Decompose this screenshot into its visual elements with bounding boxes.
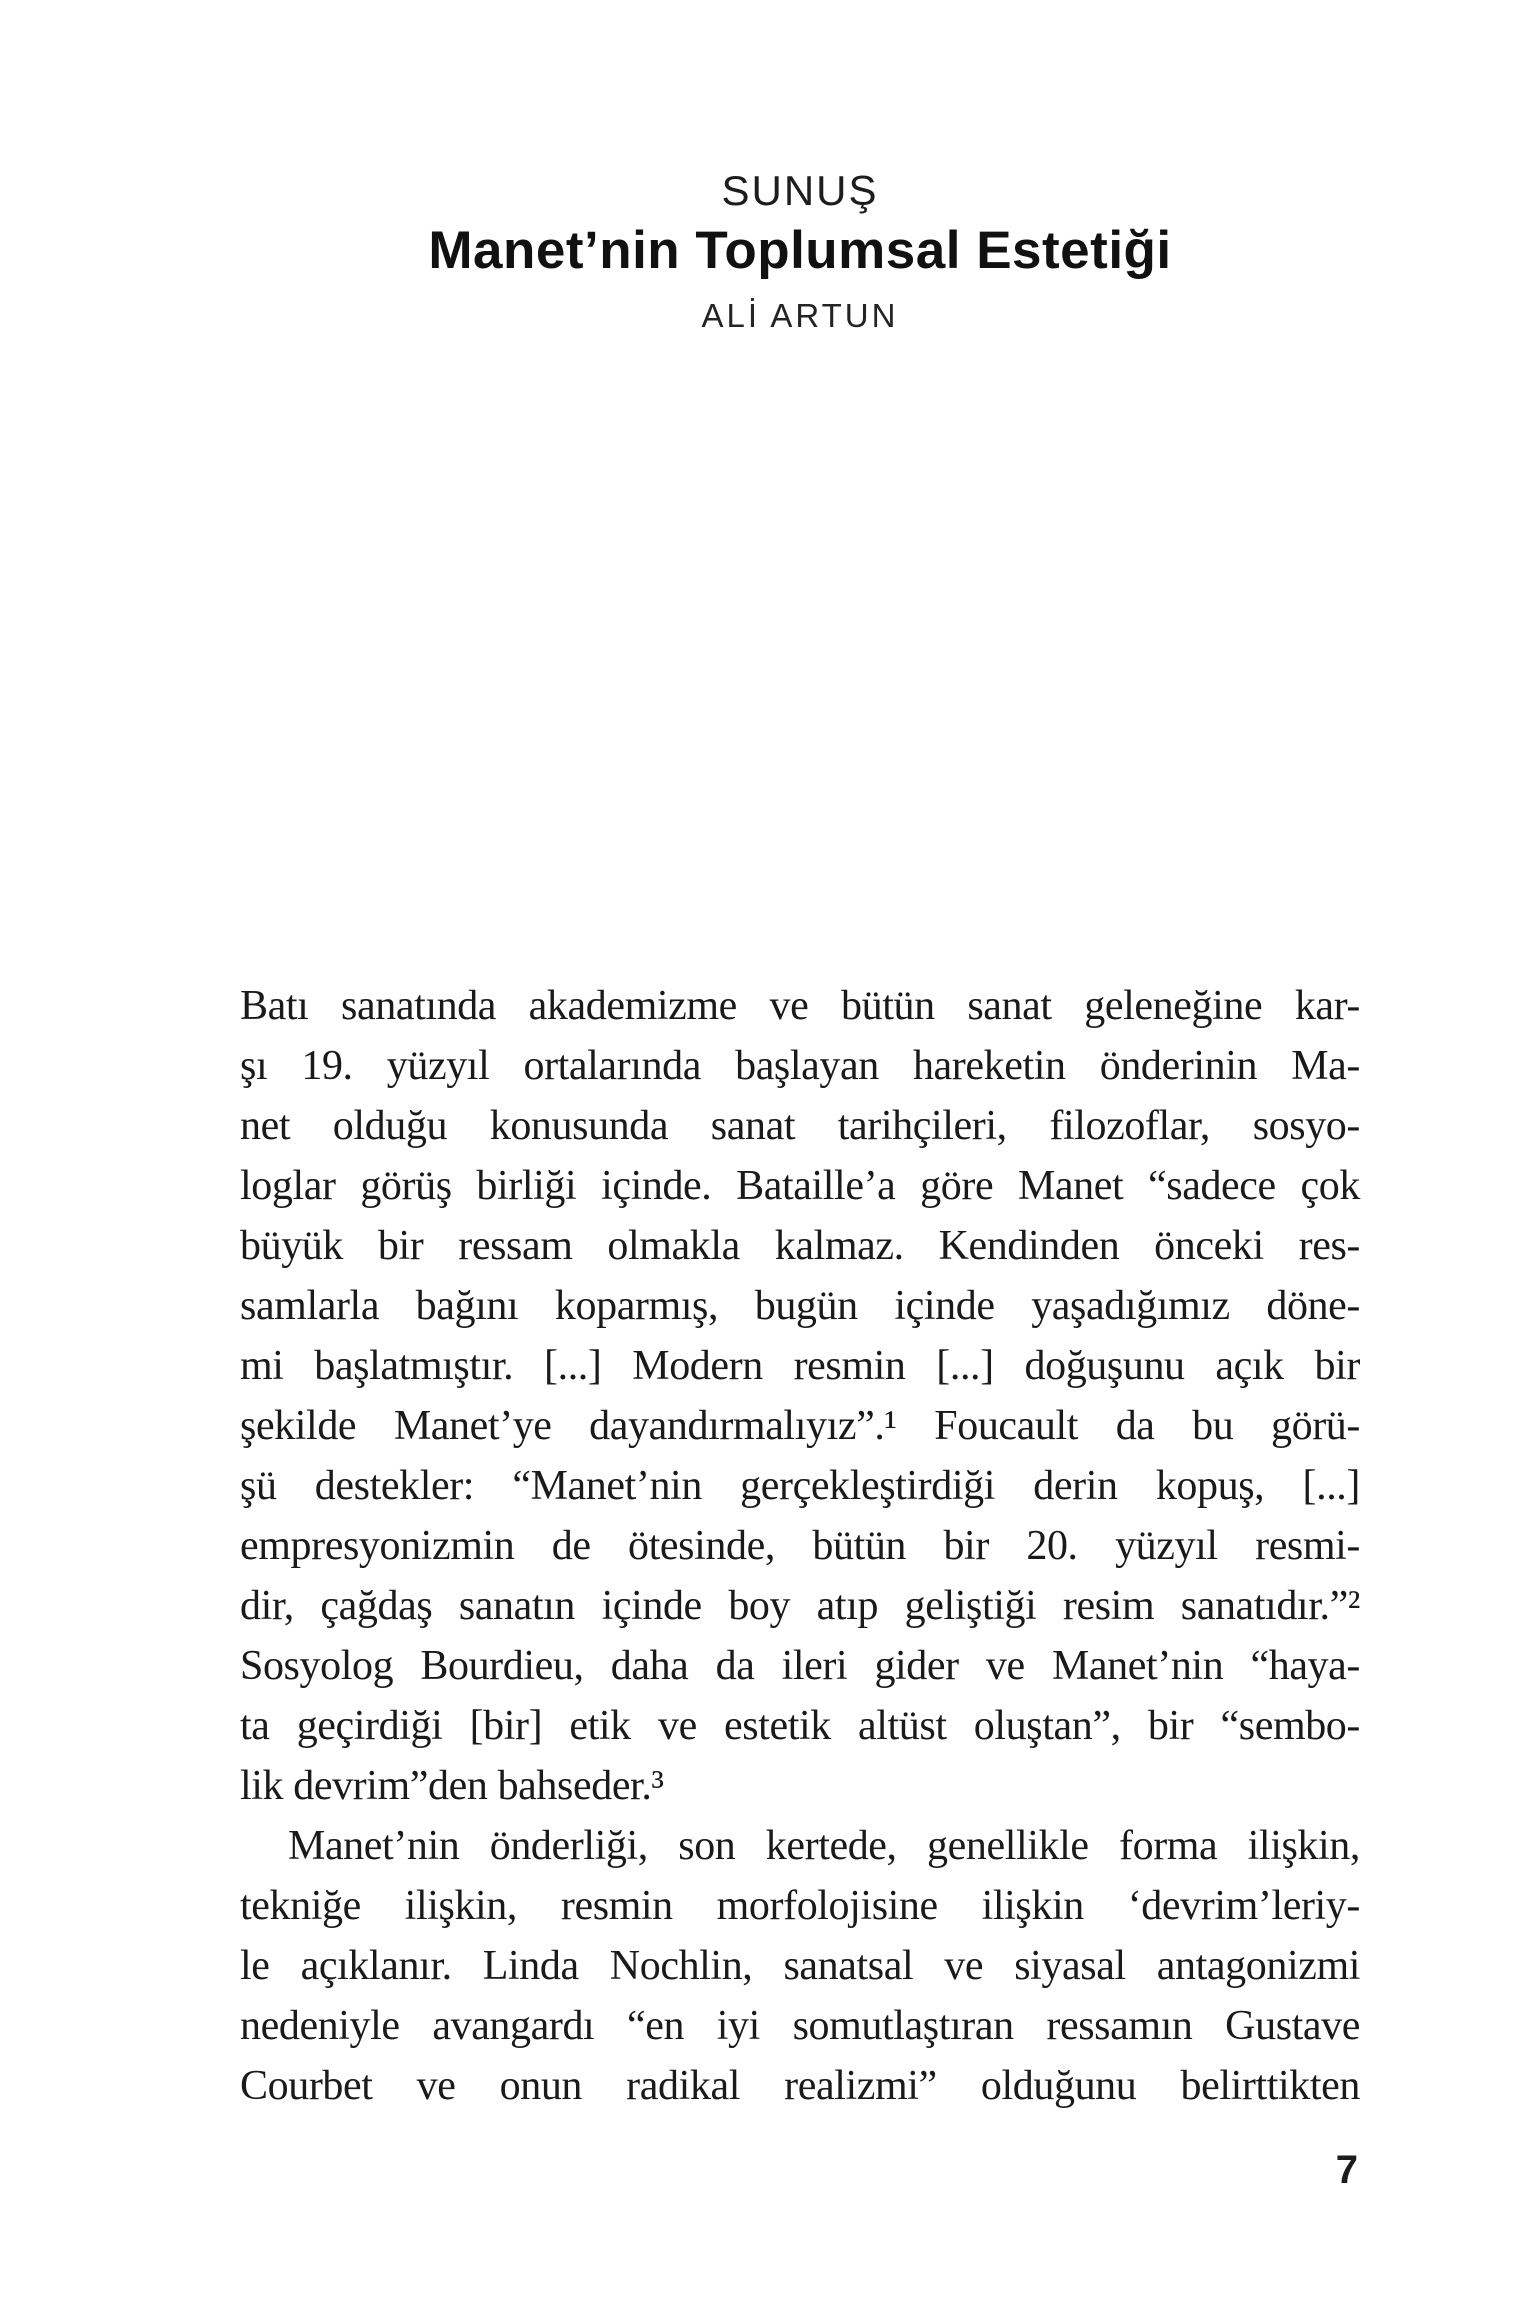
chapter-header: [240, 168, 1360, 335]
text-line: şı 19. yüzyıl ortalarında başlayan hareketin önderinin Ma-: [240, 1043, 1360, 1089]
text-line: lik devrim”den bahseder.³: [240, 1763, 664, 1809]
text-line: büyük bir ressam olmakla kalmaz. Kendinden önceki res-: [240, 1223, 1360, 1269]
text-line: şü destekler: “Manet’nin gerçekleştirdiği derin kopuş, [...]: [240, 1463, 1360, 1509]
text-line: Manet’nin önderliği, son kertede, genellikle forma ilişkin,: [288, 1823, 1360, 1869]
text-line: mi başlatmıştır. [...] Modern resmin [...] doğuşunu açık bir: [240, 1343, 1360, 1389]
text-line: ta geçirdiği [bir] etik ve estetik altüst oluştan”, bir “sembo-: [240, 1703, 1360, 1749]
page-number: 7: [1335, 2148, 1358, 2192]
text-line: Courbet ve onun radikal realizmi” olduğunu belirttikten: [240, 2063, 1360, 2109]
text-line: loglar görüş birliği içinde. Bataille’a göre Manet “sadece çok: [240, 1163, 1360, 1209]
text-line: dir, çağdaş sanatın içinde boy atıp geliştiği resim sanatıdır.”²: [240, 1583, 1360, 1629]
text-line: Batı sanatında akademizme ve bütün sanat geleneğine kar-: [240, 983, 1360, 1029]
chapter-title: Manet’nin Toplumsal Estetiği: [428, 221, 1172, 281]
text-line: le açıklanır. Linda Nochlin, sanatsal ve siyasal antagonizmi: [240, 1943, 1360, 1989]
text-line: samlarla bağını koparmış, bugün içinde yaşadığımız döne-: [240, 1283, 1360, 1329]
body-text-block: [240, 976, 1360, 2116]
text-line: tekniğe ilişkin, resmin morfolojisine ilişkin ‘devrim’leriy-: [240, 1883, 1360, 1929]
section-kicker: SUNUŞ: [721, 167, 879, 214]
author-name: ALİ ARTUN: [701, 296, 899, 334]
text-line: Sosyolog Bourdieu, daha da ileri gider ve Manet’nin “haya-: [240, 1643, 1360, 1689]
text-line: net olduğu konusunda sanat tarihçileri, filozoflar, sosyo-: [240, 1103, 1360, 1149]
text-line: şekilde Manet’ye dayandırmalıyız”.¹ Foucault da bu görü-: [240, 1403, 1360, 1449]
text-line: empresyonizmin de ötesinde, bütün bir 20. yüzyıl resmi-: [240, 1523, 1360, 1569]
text-line: nedeniyle avangardı “en iyi somutlaştıran ressamın Gustave: [240, 2003, 1360, 2049]
